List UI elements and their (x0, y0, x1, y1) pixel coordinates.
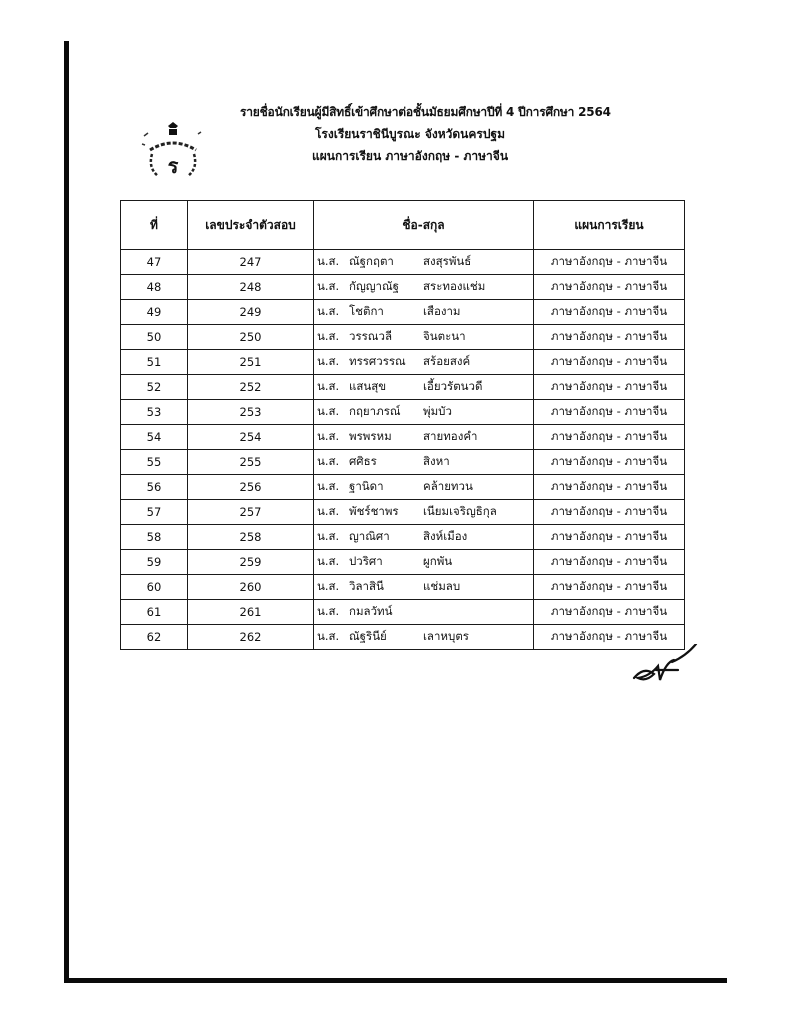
name-prefix: น.ส. (317, 604, 340, 618)
cell-exam-id: 257 (188, 500, 314, 525)
cell-study-plan: ภาษาอังกฤษ - ภาษาจีน (534, 350, 685, 375)
signature-icon (626, 644, 706, 686)
cell-exam-id: 254 (188, 425, 314, 450)
table-row (121, 400, 685, 425)
cell-name (314, 325, 534, 350)
table-row (121, 500, 685, 525)
student-list-table (120, 200, 685, 650)
last-name: สายทองคำ (423, 429, 478, 443)
first-name: วิลาสินี (349, 579, 384, 593)
cell-study-plan: ภาษาอังกฤษ - ภาษาจีน (534, 625, 685, 650)
table-row (121, 375, 685, 400)
name-prefix: น.ส. (317, 554, 340, 568)
cell-number: 50 (121, 325, 188, 350)
cell-number: 55 (121, 450, 188, 475)
title-line-3: แผนการเรียน ภาษาอังกฤษ - ภาษาจีน (311, 149, 509, 163)
name-prefix: น.ส. (317, 504, 340, 518)
first-name: ศศิธร (349, 454, 377, 468)
cell-number: 54 (121, 425, 188, 450)
first-name: พัชร์ชาพร (349, 504, 399, 518)
cell-name (314, 500, 534, 525)
cell-study-plan: ภาษาอังกฤษ - ภาษาจีน (534, 525, 685, 550)
cell-number: 56 (121, 475, 188, 500)
cell-exam-id: 259 (188, 550, 314, 575)
name-prefix: น.ส. (317, 279, 340, 293)
last-name: สร้อยสงค์ (423, 354, 471, 368)
last-name: แช่มลบ (423, 579, 461, 593)
cell-exam-id: 252 (188, 375, 314, 400)
cell-study-plan: ภาษาอังกฤษ - ภาษาจีน (534, 575, 685, 600)
cell-name (314, 550, 534, 575)
cell-name (314, 475, 534, 500)
cell-name (314, 400, 534, 425)
cell-number: 49 (121, 300, 188, 325)
last-name: ผูกพัน (423, 554, 453, 568)
cell-name (314, 450, 534, 475)
last-name: สงสุรพันธ์ (423, 254, 472, 268)
cell-number: 59 (121, 550, 188, 575)
first-name: ญาณิศา (349, 529, 390, 543)
table-row (121, 600, 685, 625)
first-name: ปวริศา (349, 554, 383, 568)
table-row (121, 250, 685, 275)
last-name: จินตะนา (423, 329, 466, 343)
first-name: กมลวัทน์ (349, 604, 393, 618)
first-name: พรพรหม (349, 429, 392, 443)
cell-exam-id: 249 (188, 300, 314, 325)
name-prefix: น.ส. (317, 329, 340, 343)
table-row (121, 425, 685, 450)
cell-study-plan: ภาษาอังกฤษ - ภาษาจีน (534, 425, 685, 450)
cell-name (314, 600, 534, 625)
page-border-left (64, 41, 69, 983)
first-name: วรรณวลี (349, 329, 392, 343)
last-name: เสืองาม (423, 304, 461, 318)
title-line-2: โรงเรียนราชินีบูรณะ จังหวัดนครปฐม (314, 127, 506, 141)
table-row (121, 300, 685, 325)
cell-name (314, 275, 534, 300)
first-name: ณัฐรินีย์ (349, 629, 387, 643)
first-name: กฤยาภรณ์ (349, 404, 401, 418)
cell-number: 61 (121, 600, 188, 625)
name-prefix: น.ส. (317, 429, 340, 443)
cell-name (314, 525, 534, 550)
table-row (121, 350, 685, 375)
name-prefix: น.ส. (317, 529, 340, 543)
cell-name (314, 375, 534, 400)
cell-number: 51 (121, 350, 188, 375)
last-name: สระทองแช่ม (423, 279, 486, 293)
first-name: โชติกา (349, 304, 384, 318)
cell-study-plan: ภาษาอังกฤษ - ภาษาจีน (534, 325, 685, 350)
column-header-number: ที่ (121, 201, 188, 250)
cell-name (314, 575, 534, 600)
svg-text:ร: ร (167, 154, 179, 178)
first-name: ทรรศวรรณ (349, 354, 406, 368)
column-header-study-plan: แผนการเรียน (534, 201, 685, 250)
page-border-bottom (64, 978, 727, 983)
school-emblem-icon (138, 120, 208, 190)
name-prefix: น.ส. (317, 479, 340, 493)
cell-number: 48 (121, 275, 188, 300)
name-prefix: น.ส. (317, 454, 340, 468)
cell-name (314, 350, 534, 375)
cell-study-plan: ภาษาอังกฤษ - ภาษาจีน (534, 375, 685, 400)
cell-exam-id: 251 (188, 350, 314, 375)
cell-exam-id: 262 (188, 625, 314, 650)
cell-study-plan: ภาษาอังกฤษ - ภาษาจีน (534, 475, 685, 500)
cell-name (314, 300, 534, 325)
cell-study-plan: ภาษาอังกฤษ - ภาษาจีน (534, 250, 685, 275)
cell-exam-id: 258 (188, 525, 314, 550)
cell-number: 52 (121, 375, 188, 400)
cell-study-plan: ภาษาอังกฤษ - ภาษาจีน (534, 300, 685, 325)
cell-number: 57 (121, 500, 188, 525)
cell-number: 60 (121, 575, 188, 600)
cell-exam-id: 260 (188, 575, 314, 600)
name-prefix: น.ส. (317, 379, 340, 393)
cell-study-plan: ภาษาอังกฤษ - ภาษาจีน (534, 400, 685, 425)
name-prefix: น.ส. (317, 304, 340, 318)
cell-number: 62 (121, 625, 188, 650)
cell-exam-id: 247 (188, 250, 314, 275)
first-name: แสนสุข (349, 379, 387, 393)
first-name: ณัฐกฤตา (349, 254, 394, 268)
table-row (121, 450, 685, 475)
table-header-row (121, 201, 685, 250)
cell-study-plan: ภาษาอังกฤษ - ภาษาจีน (534, 550, 685, 575)
name-prefix: น.ส. (317, 404, 340, 418)
cell-exam-id: 253 (188, 400, 314, 425)
table-row (121, 525, 685, 550)
cell-name (314, 625, 534, 650)
cell-number: 58 (121, 525, 188, 550)
cell-study-plan: ภาษาอังกฤษ - ภาษาจีน (534, 275, 685, 300)
column-header-name: ชื่อ-สกุล (314, 201, 534, 250)
cell-exam-id: 250 (188, 325, 314, 350)
name-prefix: น.ส. (317, 579, 340, 593)
table-row (121, 550, 685, 575)
cell-study-plan: ภาษาอังกฤษ - ภาษาจีน (534, 500, 685, 525)
name-prefix: น.ส. (317, 354, 340, 368)
last-name: สิงหา (423, 454, 450, 468)
cell-number: 53 (121, 400, 188, 425)
table-row (121, 575, 685, 600)
cell-exam-id: 255 (188, 450, 314, 475)
last-name: คล้ายทวน (423, 479, 473, 493)
first-name: กัญญาณัฐ (349, 279, 400, 293)
last-name: เลาหบุตร (423, 629, 469, 643)
last-name: สิงห์เมือง (423, 529, 468, 543)
last-name: เอี้ยวรัตนวดี (423, 379, 483, 393)
cell-exam-id: 261 (188, 600, 314, 625)
table-row (121, 275, 685, 300)
title-line-1: รายชื่อนักเรียนผู้มีสิทธิ์เข้าศึกษาต่อชั้นมัธยมศึกษาปีที่ 4 ปีการศึกษา 2564 (240, 105, 611, 119)
cell-study-plan: ภาษาอังกฤษ - ภาษาจีน (534, 450, 685, 475)
table-row (121, 475, 685, 500)
cell-study-plan: ภาษาอังกฤษ - ภาษาจีน (534, 600, 685, 625)
document-header (240, 101, 611, 167)
first-name: ฐานิดา (349, 479, 384, 493)
column-header-exam-id: เลขประจำตัวสอบ (188, 201, 314, 250)
last-name: เนียมเจริญธิกุล (423, 504, 497, 518)
last-name: พุ่มบัว (423, 404, 452, 418)
cell-number: 47 (121, 250, 188, 275)
name-prefix: น.ส. (317, 254, 340, 268)
table-row (121, 325, 685, 350)
cell-exam-id: 248 (188, 275, 314, 300)
cell-name (314, 250, 534, 275)
cell-name (314, 425, 534, 450)
table-row (121, 625, 685, 650)
cell-exam-id: 256 (188, 475, 314, 500)
name-prefix: น.ส. (317, 629, 340, 643)
